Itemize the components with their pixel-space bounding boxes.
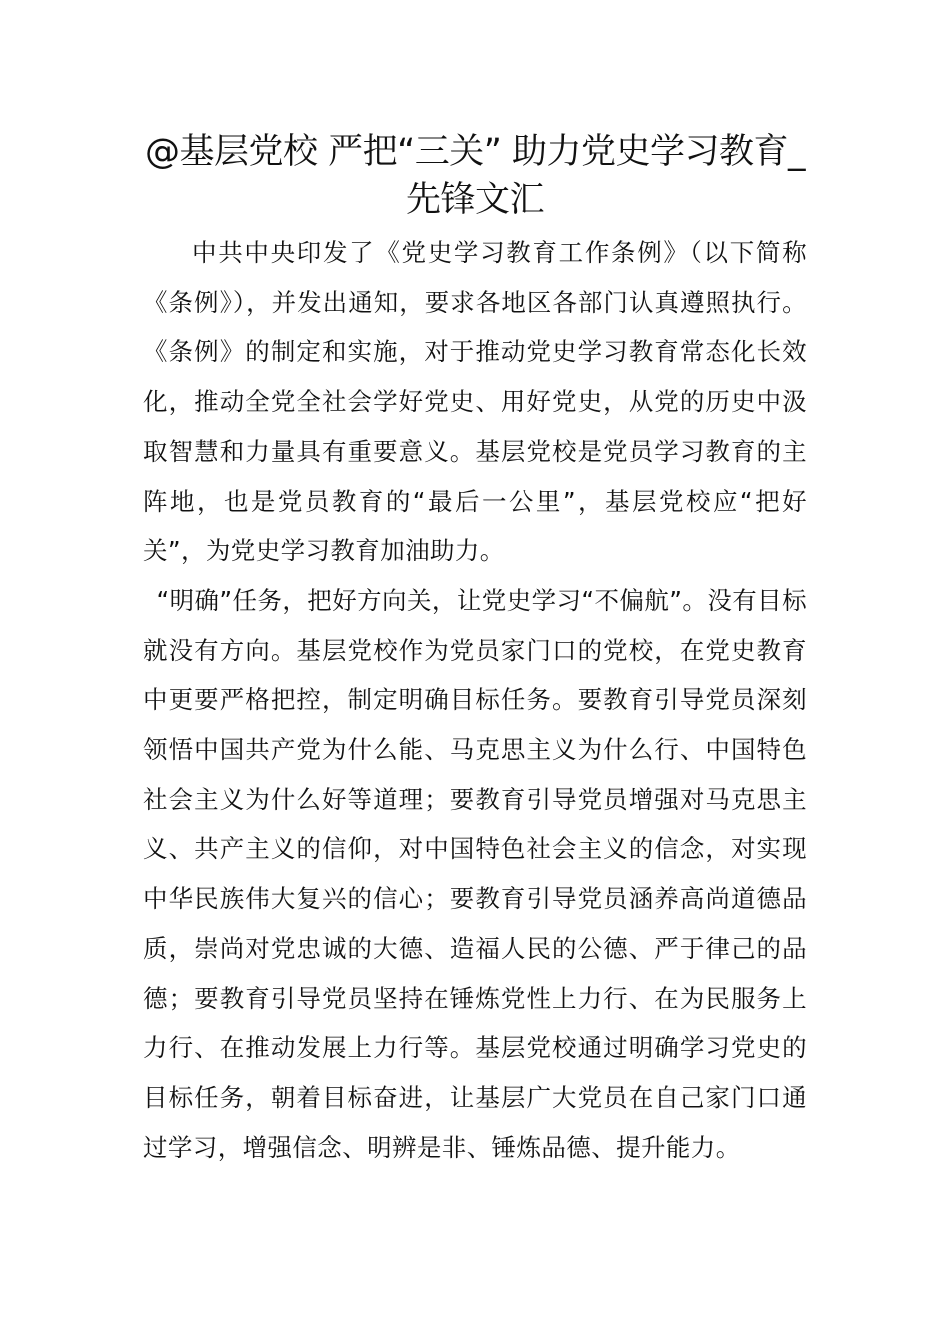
document-body [143,228,807,1172]
paragraph-intro: 中共中央印发了《党史学习教育工作条例》（以下简称《条例》），并发出通知，要求各地区各部门认真遵照执行。《条例》的制定和实施，对于推动党史学习教育常态化长效化，推动全党全社会学好党史、用好党史，从党的历史中汲取智慧和力量具有重要意义。基层党校是党员学习教育的主阵地，也是党员教育的“最后一公里”，基层党校应“把好关”，为党史学习教育加油助力。 [143,238,807,566]
document-title: @基层党校 严把“三关” 助力党史学习教育_先锋文汇 [144,132,806,220]
paragraph-direction: “明确”任务，把好方向关，让党史学习“不偏航”。没有目标就没有方向。基层党校作为党员家门口的党校，在党史教育中更要严格把控，制定明确目标任务。要教育引导党员深刻领悟中国共产党为什么能、马克思主义为什么行、中国特色社会主义为什么好等道理；要教育引导党员增强对马克思主义、共产主义的信仰，对中国特色社会主义的信念，对实现中华民族伟大复兴的信心；要教育引导党员涵养高尚道德品质，崇尚对党忠诚的大德、造福人民的公德、严于律己的品德；要教育引导党员坚持在锤炼党性上力行、在为民服务上力行、在推动发展上力行等。基层党校通过明确学习党史的目标任务，朝着目标奋进，让基层广大党员在自己家门口通过学习，增强信念、明辨是非、锤炼品德、提升能力。 [143,585,807,1162]
